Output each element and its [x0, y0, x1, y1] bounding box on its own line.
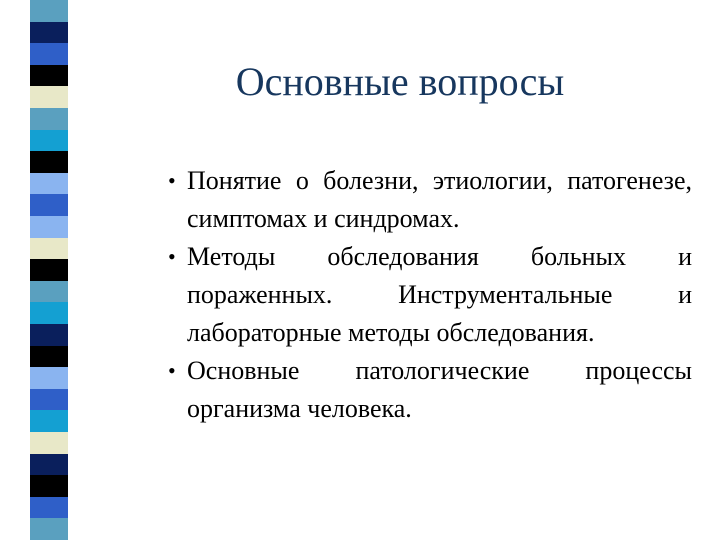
bullet-item	[168, 352, 692, 428]
bullet-icon: •	[168, 168, 176, 193]
stripe-block	[30, 108, 68, 130]
stripe-block	[30, 130, 68, 152]
bullet-text: Понятие о болезни, этиологии, патогенезе, симптомах и синдромах.	[187, 166, 692, 233]
stripe-block	[30, 43, 68, 65]
stripe-block	[30, 475, 68, 497]
stripe-block	[30, 22, 68, 44]
stripe-block	[30, 216, 68, 238]
stripe-block	[30, 86, 68, 108]
bullet-item	[168, 238, 692, 352]
bullet-text: Методы обследования больных и пораженных. Инструментальные и лабораторные методы обследования.	[187, 242, 692, 347]
stripe-block	[30, 432, 68, 454]
bullet-icon: •	[168, 358, 176, 383]
stripe-block	[30, 497, 68, 519]
stripe-block	[30, 0, 68, 22]
stripe-block	[30, 194, 68, 216]
stripe-block	[30, 389, 68, 411]
stripe-block	[30, 346, 68, 368]
slide-title: Основные вопросы	[235, 59, 565, 104]
bullet-text: Основные патологические процессы организма человека.	[187, 356, 692, 423]
stripe-block	[30, 173, 68, 195]
stripe-block	[30, 65, 68, 87]
stripe-block	[30, 454, 68, 476]
stripe-block	[30, 518, 68, 540]
stripe-block	[30, 281, 68, 303]
bullet-icon: •	[168, 244, 176, 269]
decorative-stripe-bar	[30, 0, 68, 540]
stripe-block	[30, 367, 68, 389]
stripe-block	[30, 151, 68, 173]
bullet-list	[168, 162, 692, 428]
stripe-block	[30, 410, 68, 432]
stripe-block	[30, 302, 68, 324]
bullet-item	[168, 162, 692, 238]
stripe-block	[30, 324, 68, 346]
stripe-block	[30, 238, 68, 260]
stripe-block	[30, 259, 68, 281]
